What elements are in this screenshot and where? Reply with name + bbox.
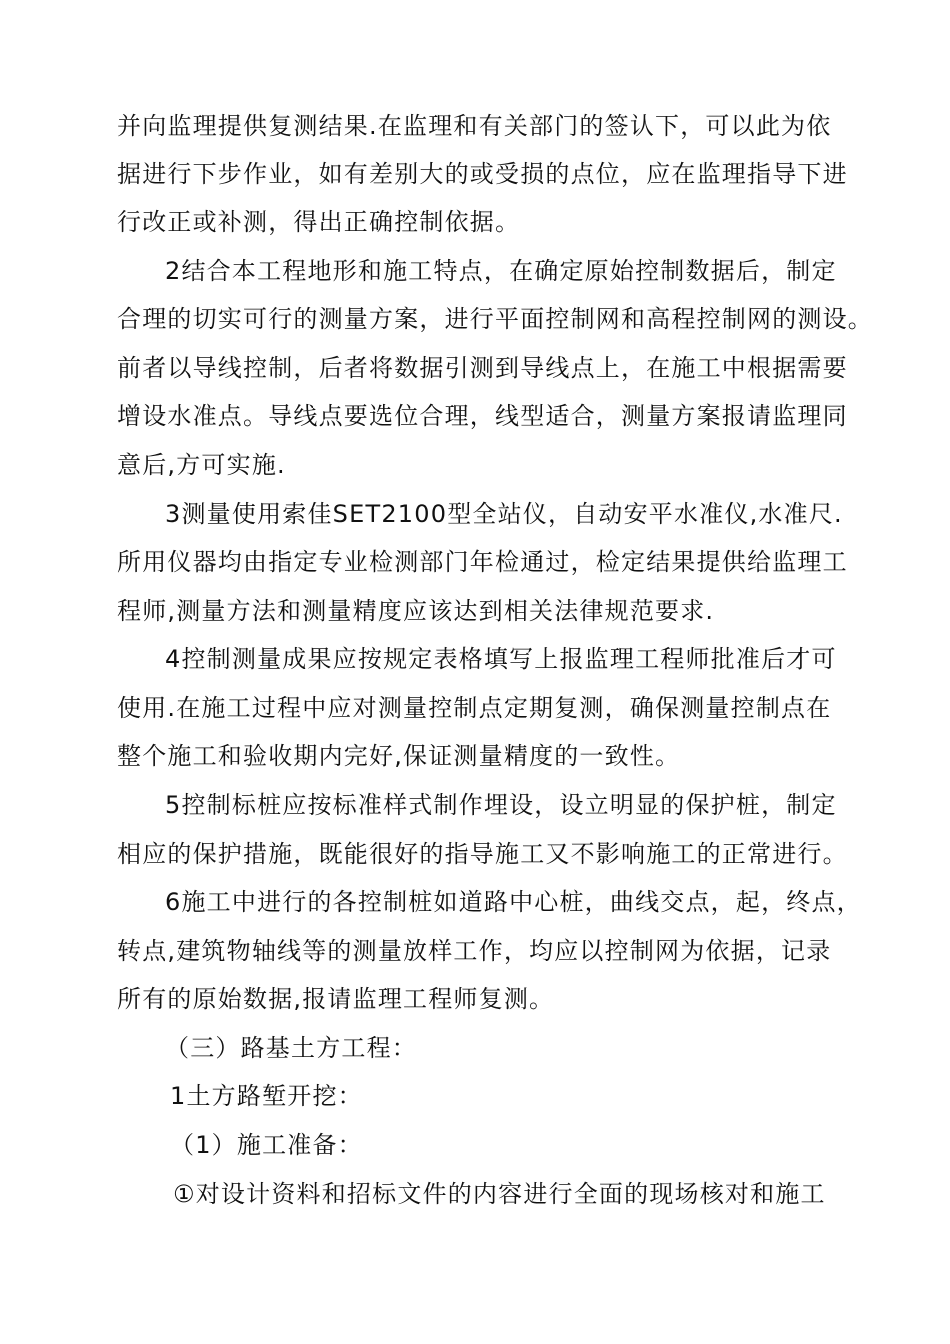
text-line: 相应的保护措施，既能很好的指导施工又不影响施工的正常进行。 (117, 840, 848, 868)
text-line: 并向监理提供复测结果.在监理和有关部门的签认下，可以此为依 (117, 112, 832, 140)
subsection-heading: （1）施工准备： (170, 1131, 363, 1159)
text-line: 整个施工和验收期内完好,保证测量精度的一致性。 (117, 742, 681, 770)
text-line: 增设水准点。导线点要选位合理，线型适合，测量方案报请监理同 (117, 402, 848, 430)
text-line: 3测量使用索佳SET2100型全站仪，自动安平水准仪,水准尺. (165, 500, 843, 528)
text-line: 使用.在施工过程中应对测量控制点定期复测，确保测量控制点在 (117, 694, 832, 722)
subsection-heading: 1土方路堑开挖： (170, 1082, 363, 1110)
text-line: 转点,建筑物轴线等的测量放样工作，均应以控制网为依据，记录 (117, 937, 832, 965)
section-heading: （三）路基土方工程： (165, 1034, 417, 1062)
text-line: 4控制测量成果应按规定表格填写上报监理工程师批准后才可 (165, 645, 837, 673)
text-line: 所用仪器均由指定专业检测部门年检通过，检定结果提供给监理工 (117, 548, 848, 576)
text-line: 合理的切实可行的测量方案，进行平面控制网和高程控制网的测设。 (117, 305, 873, 333)
text-line: 5控制标桩应按标准样式制作埋设，设立明显的保护桩，制定 (165, 791, 837, 819)
text-line: 2结合本工程地形和施工特点，在确定原始控制数据后，制定 (165, 257, 837, 285)
text-line: 据进行下步作业，如有差别大的或受损的点位，应在监理指导下进 (117, 160, 848, 188)
text-line: 程师,测量方法和测量精度应该达到相关法律规范要求. (117, 597, 715, 625)
text-line: 6施工中进行的各控制桩如道路中心桩，曲线交点，起，终点， (165, 888, 862, 916)
text-line: 所有的原始数据,报请监理工程师复测。 (117, 985, 555, 1013)
text-line: 行改正或补测，得出正确控制依据。 (117, 208, 521, 236)
text-line: 意后,方可实施. (117, 451, 286, 479)
text-line: ①对设计资料和招标文件的内容进行全面的现场核对和施工 (173, 1180, 826, 1208)
text-line: 前者以导线控制，后者将数据引测到导线点上，在施工中根据需要 (117, 354, 848, 382)
